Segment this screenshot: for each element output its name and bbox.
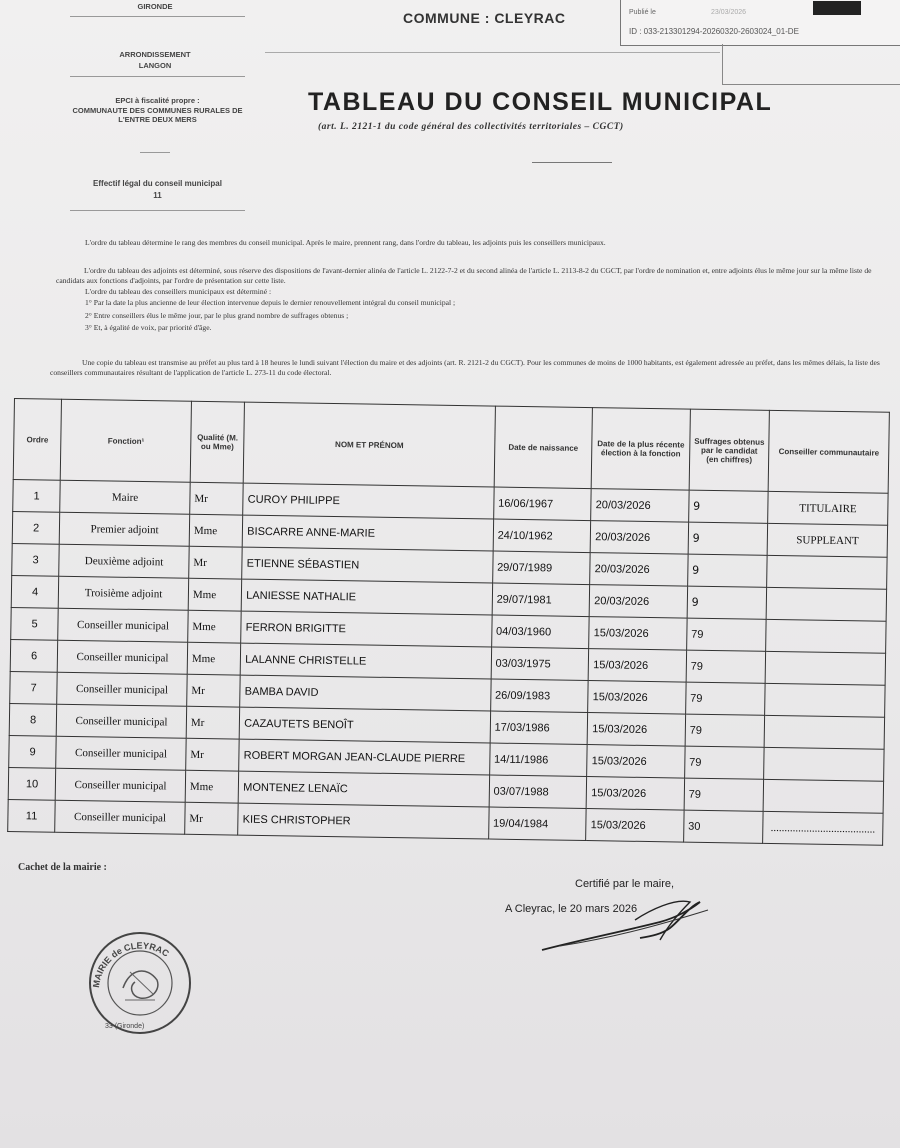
cell-fonction: Conseiller municipal: [57, 640, 187, 674]
cell-election: 20/03/2026: [590, 521, 688, 555]
cell-nom: CAZAUTETS BENOÎT: [239, 707, 490, 743]
cell-fonction: Troisième adjoint: [58, 576, 188, 610]
cell-nom: LANIESSE NATHALIE: [241, 579, 492, 615]
cell-election: 15/03/2026: [589, 617, 687, 651]
cell-ordre: 5: [11, 607, 59, 640]
cell-naissance: 29/07/1989: [492, 551, 590, 585]
cell-communautaire: TITULAIRE: [768, 491, 888, 525]
cell-election: 15/03/2026: [587, 713, 685, 747]
cell-election: 15/03/2026: [586, 777, 684, 811]
effectif-label: Effectif légal du conseil municipal: [93, 179, 222, 188]
council-table: [7, 398, 890, 846]
cell-ordre: 2: [12, 511, 60, 544]
header-fonction: Fonction¹: [60, 399, 191, 482]
cell-nom: MONTENEZ LENAÏC: [238, 771, 489, 807]
epci-label: EPCI à fiscalité propre :: [115, 96, 200, 105]
cell-ordre: 7: [10, 671, 58, 704]
cell-ordre: 9: [9, 735, 57, 768]
cell-election: 15/03/2026: [588, 681, 686, 715]
paragraph-7: Une copie du tableau est transmise au préfet au plus tard à 18 heures le lundi suivant l'élection du maire et des adjoints (art. R. 2121-2 du CGCT). Pour les communes de moins de 1000 habitants, est également adressée au préfet, dans les mêmes délais, la liste des conseillers communautaires résultant de l'application de l'article L. 273-11 du code électoral.: [50, 358, 880, 377]
cell-naissance: 03/03/1975: [491, 647, 589, 681]
cell-qualite: Mr: [189, 546, 243, 579]
commune-name: COMMUNE : CLEYRAC: [403, 10, 566, 26]
cell-ordre: 6: [10, 639, 58, 672]
cell-communautaire: [766, 587, 886, 621]
table-header-row: [13, 399, 889, 494]
header-nom: NOM ET PRÉNOM: [243, 402, 495, 487]
cell-qualite: Mr: [190, 482, 244, 515]
header-communautaire: Conseiller communautaire: [768, 410, 889, 493]
cell-nom: ROBERT MORGAN JEAN-CLAUDE PIERRE: [239, 739, 490, 775]
cell-election: 15/03/2026: [587, 745, 685, 779]
cell-qualite: Mme: [189, 514, 243, 547]
cell-suffrages: 30: [683, 810, 763, 843]
cell-fonction: Conseiller municipal: [56, 704, 186, 738]
cell-naissance: 17/03/1986: [490, 711, 588, 745]
publication-id: ID : 033-213301294-20260320-2603024_01-DE: [629, 27, 799, 36]
mairie-stamp: [85, 928, 195, 1038]
cell-suffrages: 79: [685, 682, 765, 715]
cell-suffrages: 9: [687, 586, 767, 619]
cell-qualite: Mr: [186, 738, 240, 771]
cell-election: 20/03/2026: [591, 489, 689, 523]
cell-suffrages: 9: [688, 522, 768, 555]
cell-communautaire: [766, 619, 886, 653]
publie-label: Publié le: [629, 9, 656, 16]
svg-text:MAIRIE de CLEYRAC: [91, 940, 171, 988]
cell-suffrages: 9: [688, 490, 768, 523]
cell-qualite: Mme: [188, 578, 242, 611]
cell-ordre: 3: [12, 543, 60, 576]
cell-naissance: 26/09/1983: [490, 679, 588, 713]
cell-ordre: 1: [13, 479, 61, 512]
header-election: Date de la plus récente élection à la fonction: [591, 408, 690, 491]
cell-fonction: Conseiller municipal: [58, 608, 188, 642]
cell-naissance: 03/07/1988: [489, 775, 587, 809]
cell-election: 15/03/2026: [586, 809, 684, 843]
cell-nom: ETIENNE SÉBASTIEN: [242, 547, 493, 583]
cell-nom: BAMBA DAVID: [240, 675, 491, 711]
redacted-block: [813, 1, 861, 15]
cell-qualite: Mme: [188, 610, 242, 643]
certifie-label: Certifié par le maire,: [575, 878, 675, 890]
cell-ordre: 8: [9, 703, 57, 736]
cell-fonction: Maire: [60, 480, 190, 514]
cell-communautaire: [764, 715, 884, 749]
page-title: TABLEAU DU CONSEIL MUNICIPAL: [308, 88, 773, 116]
cachet-label: Cachet de la mairie :: [18, 862, 107, 873]
cell-fonction: Conseiller municipal: [57, 672, 187, 706]
lieu-date: A Cleyrac, le 20 mars 2026: [505, 903, 638, 915]
cell-qualite: Mme: [187, 642, 241, 675]
cell-naissance: 16/06/1967: [493, 487, 591, 521]
cell-ordre: 10: [8, 767, 56, 800]
header-suffrages: Suffrages obtenus par le candidat (en chiffres): [689, 409, 770, 491]
cell-fonction: Deuxième adjoint: [59, 544, 189, 578]
paragraph-1: L'ordre du tableau détermine le rang des membres du conseil municipal. Après le maire, prennent rang, dans l'ordre du tableau, les adjoints puis les conseillers municipaux.: [85, 238, 606, 247]
cell-nom: BISCARRE ANNE-MARIE: [242, 515, 493, 551]
cell-nom: CUROY PHILIPPE: [243, 483, 494, 519]
cell-qualite: Mr: [185, 802, 239, 835]
cell-naissance: 19/04/1984: [488, 807, 586, 841]
cell-fonction: Conseiller municipal: [56, 736, 186, 770]
cell-nom: FERRON BRIGITTE: [241, 611, 492, 647]
cell-communautaire: [763, 779, 883, 813]
cell-communautaire: [764, 747, 884, 781]
page-subtitle: (art. L. 2121-1 du code général des collectivités territoriales – CGCT): [318, 122, 624, 132]
cell-fonction: Premier adjoint: [59, 512, 189, 546]
cell-ordre: 4: [11, 575, 59, 608]
cell-election: 20/03/2026: [590, 553, 688, 587]
cell-qualite: Mr: [187, 674, 241, 707]
cell-suffrages: 79: [685, 714, 765, 747]
arrondissement-label: ARRONDISSEMENT: [119, 50, 191, 59]
cell-election: 15/03/2026: [588, 649, 686, 683]
cell-nom: KIES CHRISTOPHER: [238, 803, 489, 839]
cell-communautaire: SUPPLEANT: [767, 523, 887, 557]
cell-suffrages: 79: [684, 746, 764, 779]
cell-fonction: Conseiller municipal: [55, 800, 185, 834]
cell-suffrages: 9: [687, 554, 767, 587]
cell-suffrages: 79: [684, 778, 764, 811]
paragraph-4: 1° Par la date la plus ancienne de leur élection intervenue depuis le dernier renouvellement intégral du conseil municipal ;: [85, 298, 456, 307]
paragraph-5: 2° Entre conseillers élus le même jour, par le plus grand nombre de suffrages obtenus ;: [85, 311, 349, 320]
paragraph-6: 3° Et, à égalité de voix, par priorité d'âge.: [85, 323, 212, 332]
effectif-value: 11: [153, 191, 162, 200]
cell-communautaire: [765, 651, 885, 685]
publication-box: [620, 0, 900, 46]
cell-qualite: Mme: [185, 770, 239, 803]
cell-election: 20/03/2026: [589, 585, 687, 619]
publie-date: 23/03/2026: [711, 9, 747, 16]
cell-naissance: 24/10/1962: [493, 519, 591, 553]
arrondissement: LANGON: [138, 61, 172, 70]
header-ordre: Ordre: [13, 399, 62, 481]
cell-communautaire: [767, 555, 887, 589]
stamp-text: MAIRIE de CLEYRAC: [90, 940, 171, 989]
cell-nom: LALANNE CHRISTELLE: [240, 643, 491, 679]
departement: GIRONDE: [137, 2, 173, 11]
cell-naissance: 14/11/1986: [489, 743, 587, 777]
cell-communautaire: ......................................: [763, 811, 883, 845]
header-qualite: Qualité (M. ou Mme): [190, 401, 245, 483]
cell-communautaire: [765, 683, 885, 717]
mayor-signature: [540, 880, 710, 960]
cell-ordre: 11: [8, 799, 56, 832]
epci: COMMUNAUTE DES COMMUNES RURALES DE L'ENTRE DEUX MERS: [72, 106, 243, 124]
header-naissance: Date de naissance: [494, 406, 593, 489]
cell-suffrages: 79: [686, 618, 766, 651]
paragraph-2: L'ordre du tableau des adjoints est déterminé, sous réserve des dispositions de l'avant-dernier alinéa de l'article L. 2122-7-2 et du second alinéa de l'article L. 2113-8-2 du CGCT, par l'ordre de nomination et, entre adjoints élus le même jour sur la même liste de candidats aux fonctions d'adjoints, par l'ordre de présentation sur cette liste.: [56, 266, 872, 285]
cell-naissance: 04/03/1960: [491, 615, 589, 649]
cell-fonction: Conseiller municipal: [55, 768, 185, 802]
cell-suffrages: 79: [686, 650, 766, 683]
stamp-sub: 33 (Gironde): [105, 1023, 145, 1030]
cell-qualite: Mr: [186, 706, 240, 739]
publication-box-extension: [722, 44, 900, 85]
cell-naissance: 29/07/1981: [492, 583, 590, 617]
paragraph-3: L'ordre du tableau des conseillers municipaux est déterminé :: [85, 287, 272, 296]
